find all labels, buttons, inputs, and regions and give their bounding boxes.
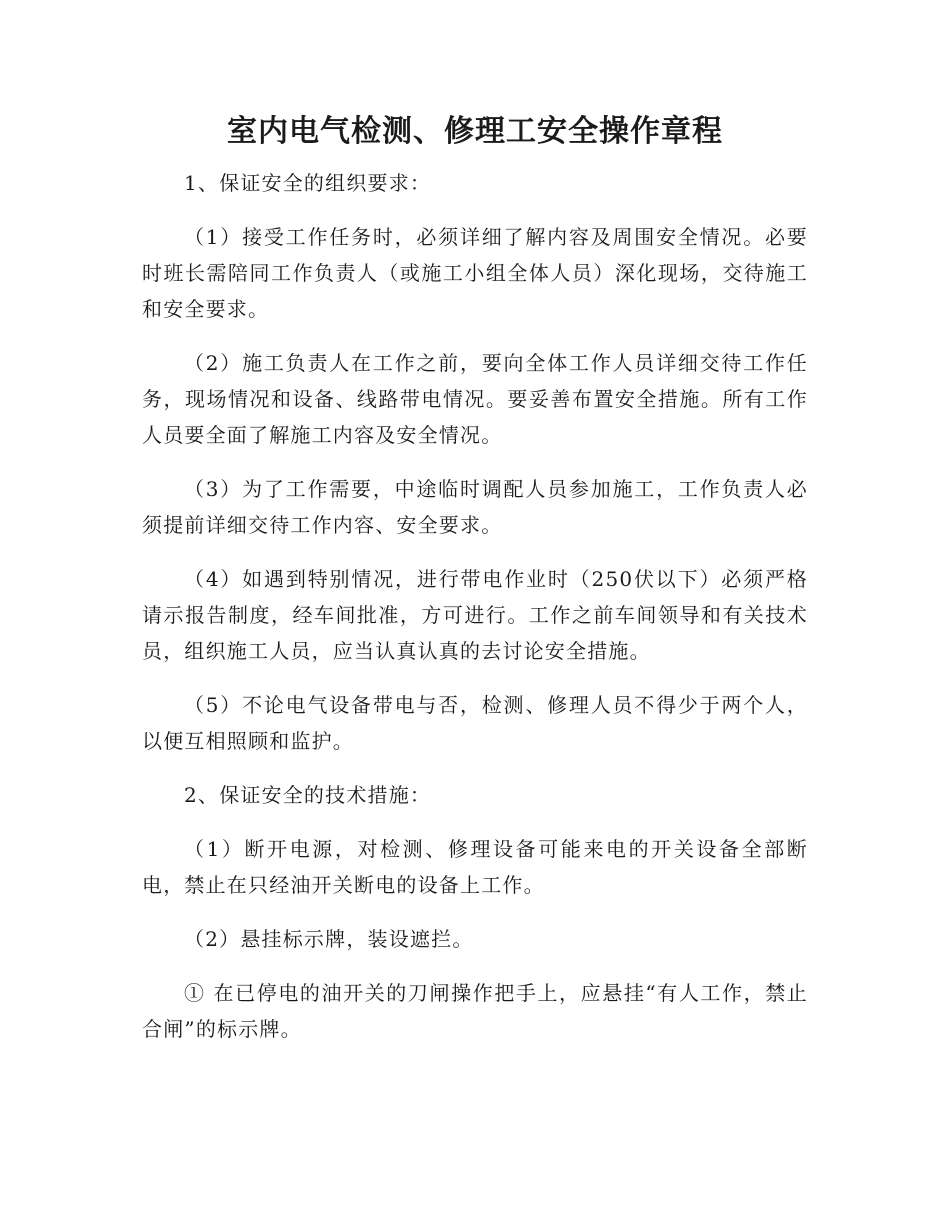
paragraph-tech-2: （2）悬挂标示牌，装设遮拦。 bbox=[184, 927, 474, 951]
section-heading-technical: 2、保证安全的技术措施： bbox=[184, 783, 432, 807]
paragraph-org-3: （3）为了工作需要，中途临时调配人员参加施工，工作负责人必须提前详细交待工作内容、安全要求。 bbox=[142, 477, 808, 537]
paragraph-tech-2-item-1: ① 在已停电的油开关的刀闸操作把手上，应悬挂“有人工作，禁止合闸”的标示牌。 bbox=[142, 981, 808, 1041]
paragraph-tech-1: （1）断开电源，对检测、修理设备可能来电的开关设备全部断电，禁止在只经油开关断电的设备上工作。 bbox=[142, 837, 808, 897]
paragraph-org-2: （2）施工负责人在工作之前，要向全体工作人员详细交待工作任务，现场情况和设备、线路带电情况。要妥善布置安全措施。所有工作人员要全面了解施工内容及安全情况。 bbox=[142, 351, 808, 447]
paragraph-org-5: （5）不论电气设备带电与否，检测、修理人员不得少于两个人，以便互相照顾和监护。 bbox=[142, 693, 808, 753]
section-heading-organization: 1、保证安全的组织要求： bbox=[184, 171, 432, 195]
paragraph-org-4: （4）如遇到特别情况，进行带电作业时（250伏以下）必须严格请示报告制度，经车间批准，方可进行。工作之前车间领导和有关技术员，组织施工人员，应当认真认真的去讨论安全措施。 bbox=[142, 567, 808, 663]
paragraph-org-1: （1）接受工作任务时，必须详细了解内容及周围安全情况。必要时班长需陪同工作负责人（或施工小组全体人员）深化现场，交待施工和安全要求。 bbox=[142, 225, 808, 321]
document-body bbox=[142, 165, 808, 1065]
document-title: 室内电气检测、修理工安全操作章程 bbox=[227, 114, 723, 149]
